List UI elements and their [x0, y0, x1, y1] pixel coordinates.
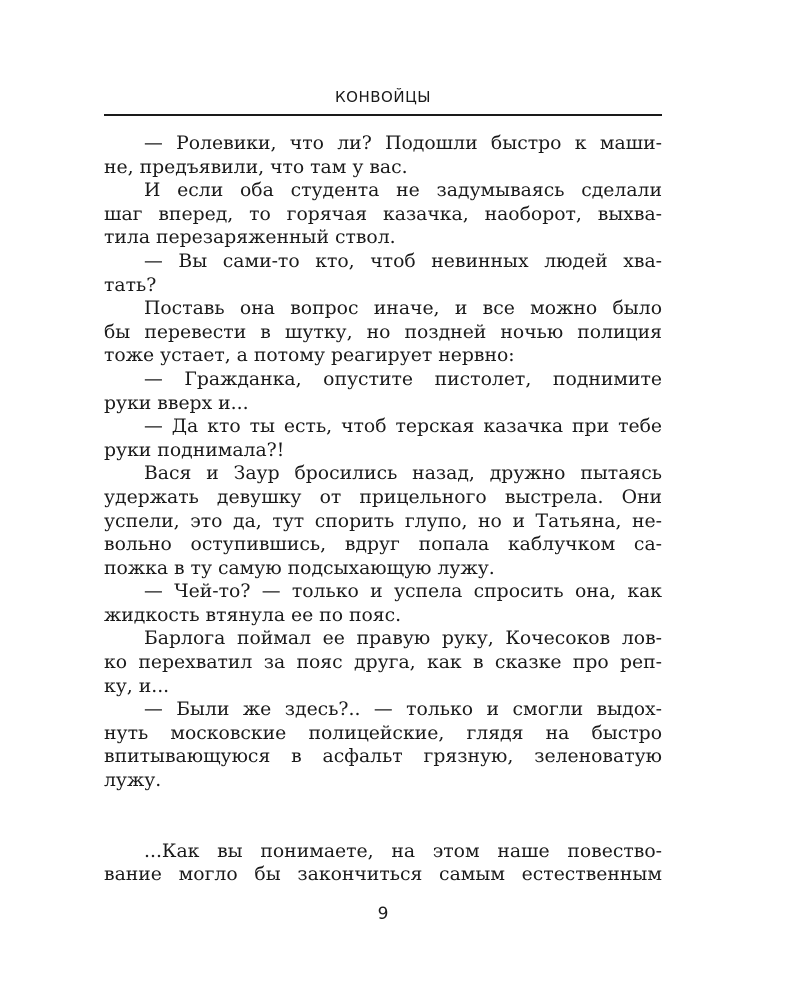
text-line: И если оба студента не задумываясь сделали	[144, 180, 662, 202]
running-title: КОНВОЙЦЫ	[335, 88, 431, 106]
text-line: Барлога поймал ее правую руку, Кочесоков лов-	[144, 628, 662, 650]
text-line: вольно оступившись, вдруг попала каблучком са-	[104, 534, 662, 556]
text-line: вание могло бы закончиться самым естественным	[104, 864, 662, 886]
text-line: тоже устает, а потому реагирует нервно:	[104, 345, 515, 367]
text-line: Вася и Заур бросились назад, дружно пытаясь	[144, 463, 662, 485]
text-line: — Ролевики, что ли? Подошли быстро к маши-	[144, 133, 662, 154]
text-line: руки поднимала?!	[104, 439, 285, 461]
text-line: бы перевести в шутку, но поздней ночью полиция	[104, 321, 662, 343]
text-line: пожка в ту самую подсыхающую лужу.	[104, 557, 495, 579]
text-line: шаг вперед, то горячая казачка, наоборот, выхва-	[104, 203, 662, 225]
text-line: — Чей-то? — только и успела спросить она, как	[144, 581, 662, 603]
text-line: жидкость втянула ее по пояс.	[104, 604, 402, 626]
text-line: ...Как вы понимаете, на этом наше повество-	[144, 840, 662, 862]
header-rule	[104, 114, 662, 116]
text-line: не, предъявили, что там у вас.	[104, 156, 408, 178]
text-line: лужу.	[104, 770, 162, 792]
page-number: 9	[377, 904, 389, 924]
blank-line	[104, 793, 662, 817]
blank-line	[104, 816, 662, 840]
text-line: нуть московские полицейские, глядя на быстро	[104, 722, 662, 744]
text-line: ку, и...	[104, 675, 170, 697]
text-line: удержать девушку от прицельного выстрела. Они	[104, 486, 662, 508]
text-line: тила перезаряженный ствол.	[104, 227, 396, 249]
text-line: руки вверх и...	[104, 392, 249, 414]
text-line: — Да кто ты есть, чтоб терская казачка при тебе	[144, 416, 662, 438]
text-line: — Вы сами-то кто, чтоб невинных людей хва-	[144, 250, 662, 272]
body-text	[104, 132, 662, 887]
text-line: — Гражданка, опустите пистолет, поднимите	[144, 368, 662, 390]
text-line: тать?	[104, 274, 157, 296]
text-line: ко перехватил за пояс друга, как в сказке про реп-	[104, 652, 662, 674]
text-line: успели, это да, тут спорить глупо, но и Татьяна, не-	[104, 510, 662, 532]
text-line: — Были же здесь?.. — только и смогли выдох-	[144, 699, 662, 721]
text-line: впитывающуюся в асфальт грязную, зеленоватую	[104, 746, 662, 768]
text-line: Поставь она вопрос иначе, и все можно было	[144, 298, 662, 320]
